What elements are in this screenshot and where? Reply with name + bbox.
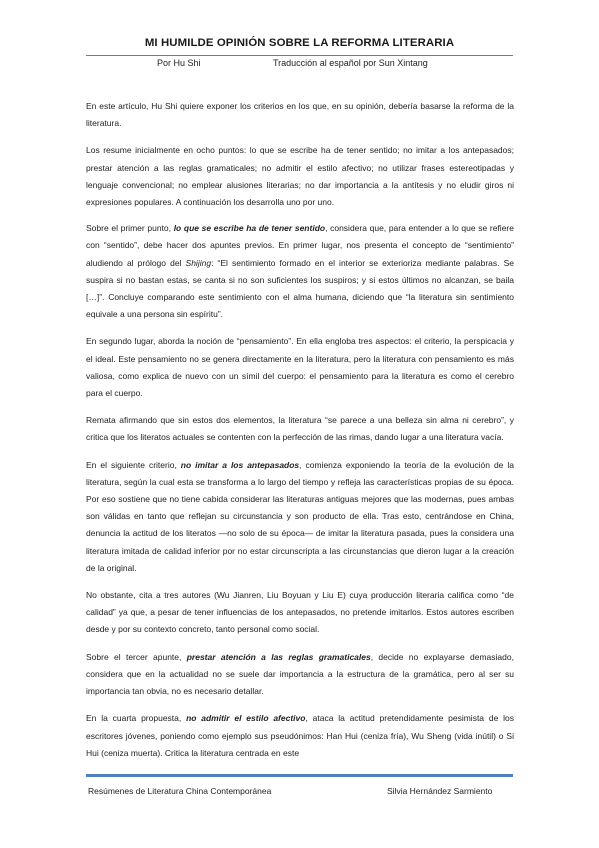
body-paragraph	[86, 649, 514, 701]
body-paragraph	[86, 333, 514, 402]
header-rule	[86, 55, 513, 56]
emphasized-phrase: prestar atención a las reglas gramaticales	[186, 651, 371, 662]
body-paragraph	[86, 142, 514, 211]
footer-right: Silvia Hernández Sarmiento	[387, 786, 493, 796]
paragraph-text: Sobre el tercer apunte,	[86, 651, 187, 662]
paragraph-text: , decide no explayarse demasiado, considera que en la actualidad no se suele dar importancia a la estructura de la gramática, pero al ser su importancia tan obvia, no es necesario detallar.	[86, 651, 514, 697]
body-paragraph	[86, 98, 514, 132]
paragraph-text: Sobre el primer punto,	[86, 223, 174, 234]
footer-rule	[86, 774, 513, 777]
emphasized-phrase: no imitar a los antepasados	[180, 459, 300, 470]
body-paragraph	[86, 587, 514, 639]
emphasized-phrase: no admitir el estilo afectivo	[186, 713, 306, 724]
translator-line: Traducción al español por Sun Xintang	[273, 58, 428, 68]
italic-title: Shijing	[185, 257, 212, 268]
paragraph-text: En este artículo, Hu Shi quiere exponer los criterios en los que, en su opinión, debería basarse la reforma de la literatura.	[86, 101, 514, 129]
paragraph-text: Remata afirmando que sin estos dos elementos, la literatura “se parece a una belleza sin alma ni cerebro”, y critica que los literatos actuales se contenten con la perfección de las rimas, dando lugar a una literatura vacía.	[86, 415, 514, 443]
document-body	[86, 98, 514, 772]
body-paragraph	[86, 220, 514, 323]
page-title: MI HUMILDE OPINIÓN SOBRE LA REFORMA LITERARIA	[144, 37, 455, 49]
body-paragraph	[86, 457, 514, 577]
author-line: Por Hu Shi	[157, 58, 201, 68]
emphasized-phrase: lo que se escribe ha de tener sentido	[173, 223, 326, 234]
body-paragraph	[86, 710, 514, 762]
paragraph-text: En segundo lugar, aborda la noción de “pensamiento”. En ella engloba tres aspectos: el criterio, la perspicacia y el ideal. Este pensamiento no se genera directamente en la literatura, pero la literatura con pensamiento es más valiosa, como explica de nuevo con un símil del cuerpo: el pensamiento para la literatura es como el cerebro para el cuerpo.	[86, 336, 514, 399]
body-paragraph	[86, 412, 514, 446]
paragraph-text: En el siguiente criterio,	[86, 459, 181, 470]
paragraph-text: , considera que, para entender a lo que se refiere con “sentido”, debe hacer dos apuntes previos. En primer lugar, nos presenta el concepto de “sentimiento” aludiendo al prólogo del	[86, 223, 514, 268]
paragraph-text: No obstante, cita a tres autores (Wu Jianren, Liu Boyuan y Liu E) cuya producción literaria califica como “de calidad” ya que, a pesar de tener influencias de los antepasados, no pretende imitarlos. Estos autores escriben desde y por su contexto concreto, tanto personal como social.	[86, 590, 514, 635]
paragraph-text: En la cuarta propuesta,	[86, 713, 187, 724]
paragraph-text: , comienza exponiendo la teoría de la evolución de la literatura, según la cual esta se transforma a lo largo del tiempo y refleja las características propias de su época. Por eso sostiene que no tiene cabida considerar las literaturas antiguas mejores que las modernas, pues ambas son válidas en tanto que reflejan su circunstancia y son producto de ella. Tras esto, centrándose en China, denuncia la actitud de los literatos —no solo de su época— de imitar la literatura pasada, pues la considera una literatura imitada de calidad inferior por no estar circunscripta a las circunstancias que dieron lugar a la creación de la original.	[86, 459, 514, 573]
footer-left: Resúmenes de Literatura China Contemporánea	[88, 786, 272, 796]
paragraph-text: Los resume inicialmente en ocho puntos: lo que se escribe ha de tener sentido; no imitar a los antepasados; prestar atención a las reglas gramaticales; no admitir el estilo afectivo; no utilizar frases estereotipadas y lenguaje convencional; no emplear alusiones literarias; no dar importancia a la antítesis y no eludir giros ni expresiones populares. A continuación los desarrolla uno por uno.	[86, 145, 514, 208]
paragraph-text: , ataca la actitud pretendidamente pesimista de los escritores jóvenes, poniendo como ejemplo sus pseudónimos: Han Hui (ceniza fría), Wu Sheng (vida inútil) o Si Hui (ceniza muerta). Critica la literatura centrada en este	[86, 713, 514, 758]
paragraph-text: : “El sentimiento formado en el interior se exterioriza mediante palabras. Se suspira si no bastan estas, se canta si no son suficientes los suspiros; y si estos últimos no alcanzan, se baila […]”. Concluye comparando este sentimiento con el alma humana, diciendo que “la literatura sin sentimiento equivale a una persona sin espíritu”.	[86, 257, 514, 320]
